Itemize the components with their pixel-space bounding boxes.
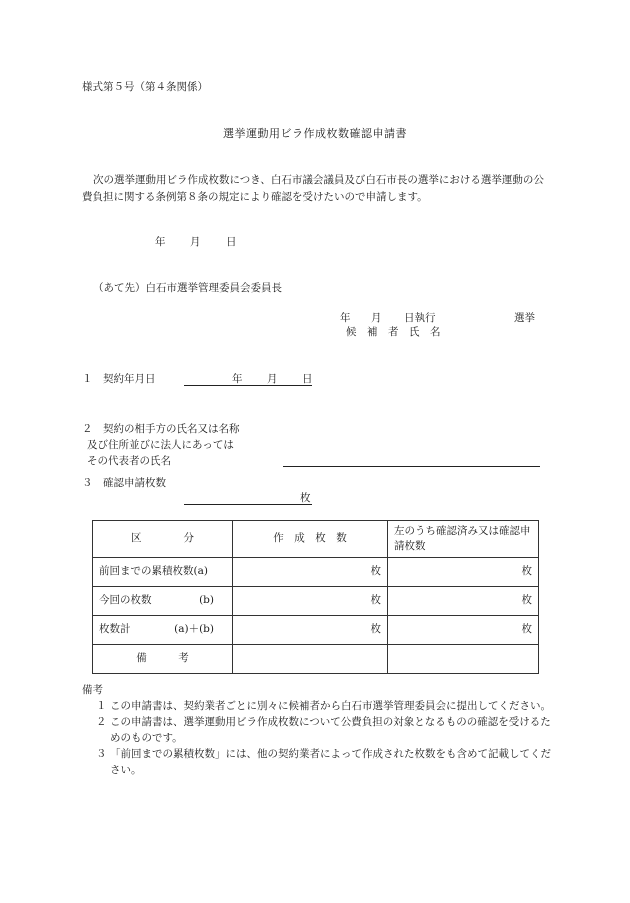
contract-day-label: 日 — [302, 373, 313, 385]
row-produced-cell: 枚 — [233, 616, 388, 645]
note-text: この申請書は、契約業者ごとに別々に候補者から白石市選挙管理委員会に提出してください。 — [110, 700, 551, 712]
note-text: 「前回までの累積枚数」には、他の契約業者によって作成された枚数をも含めて記載してください。 — [110, 748, 551, 776]
note-item — [82, 746, 552, 778]
requested-count-underline — [184, 504, 312, 505]
contract-year-label: 年 — [232, 373, 243, 385]
date-month-label: 月 — [190, 236, 201, 248]
notes-heading: 備考 — [82, 684, 103, 696]
header-category: 区 分 — [93, 521, 233, 558]
header-produced-count: 作 成 枚 数 — [233, 521, 388, 558]
row-label-cell — [93, 587, 233, 616]
contractor-label-line1: ２ 契約の相手方の氏名又は名称 — [82, 423, 240, 435]
count-table — [92, 520, 539, 674]
election-month-label: 月 — [371, 312, 382, 324]
requested-count-label: ３ 確認申請枚数 — [82, 477, 166, 489]
row-produced-cell: 枚 — [233, 558, 388, 587]
row-label: 今回の枚数 — [99, 594, 152, 607]
row-label-code: (a)＋(b) — [174, 623, 214, 636]
date-year-label: 年 — [155, 236, 166, 248]
addressee: （あて先）白石市選挙管理委員会委員長 — [93, 282, 282, 294]
note-item — [82, 714, 552, 746]
note-number: ２ — [96, 716, 107, 728]
row-label: 備 考 — [93, 645, 233, 674]
contract-month-label: 月 — [267, 373, 278, 385]
note-text: この申請書は、選挙運動用ビラ作成枚数について公費負担の対象となるものの確認を受けるためのものです。 — [110, 716, 551, 744]
requested-count-unit: 枚 — [300, 492, 311, 504]
table-header-row — [93, 521, 539, 558]
row-produced-cell: 枚 — [233, 587, 388, 616]
row-label-cell — [93, 616, 233, 645]
contractor-label-line2: 及び住所並びに法人にあっては — [87, 439, 234, 451]
table-row — [93, 616, 539, 645]
table-row — [93, 558, 539, 587]
row-label: 前回までの累積枚数(a) — [93, 558, 233, 587]
table-row — [93, 645, 539, 674]
note-number: １ — [96, 700, 107, 712]
document-title: 選挙運動用ビラ作成枚数確認申請書 — [223, 127, 407, 140]
row-label-code: (b) — [199, 594, 214, 607]
candidate-name-label: 候 補 者 氏 名 — [346, 326, 441, 338]
contract-date-label: １ 契約年月日 — [82, 373, 156, 385]
date-day-label: 日 — [226, 236, 237, 248]
form-number: 様式第５号（第４条関係） — [82, 81, 208, 93]
contractor-name-line — [283, 466, 540, 467]
election-type-label: 選挙 — [514, 312, 535, 324]
election-day-label: 日執行 — [404, 312, 436, 324]
note-item — [82, 698, 552, 714]
contract-date-underline — [184, 385, 312, 386]
row-confirmed-cell — [388, 645, 539, 674]
notes-section — [82, 682, 552, 778]
row-produced-cell — [233, 645, 388, 674]
note-number: ３ — [96, 748, 107, 760]
row-confirmed-cell: 枚 — [388, 587, 539, 616]
row-confirmed-cell: 枚 — [388, 616, 539, 645]
row-label: 枚数計 — [99, 623, 131, 636]
intro-paragraph — [82, 172, 552, 206]
row-confirmed-cell: 枚 — [388, 558, 539, 587]
contractor-label-line3: その代表者の氏名 — [87, 455, 171, 467]
header-confirmed-count: 左のうち確認済み又は確認申請枚数 — [388, 521, 539, 558]
intro-text: 次の選挙運動用ビラ作成枚数につき、白石市議会議員及び白石市長の選挙における選挙運動の公費負担に関する条例第８条の規定により確認を受けたいので申請します。 — [82, 174, 544, 203]
table-row — [93, 587, 539, 616]
election-year-label: 年 — [340, 312, 351, 324]
